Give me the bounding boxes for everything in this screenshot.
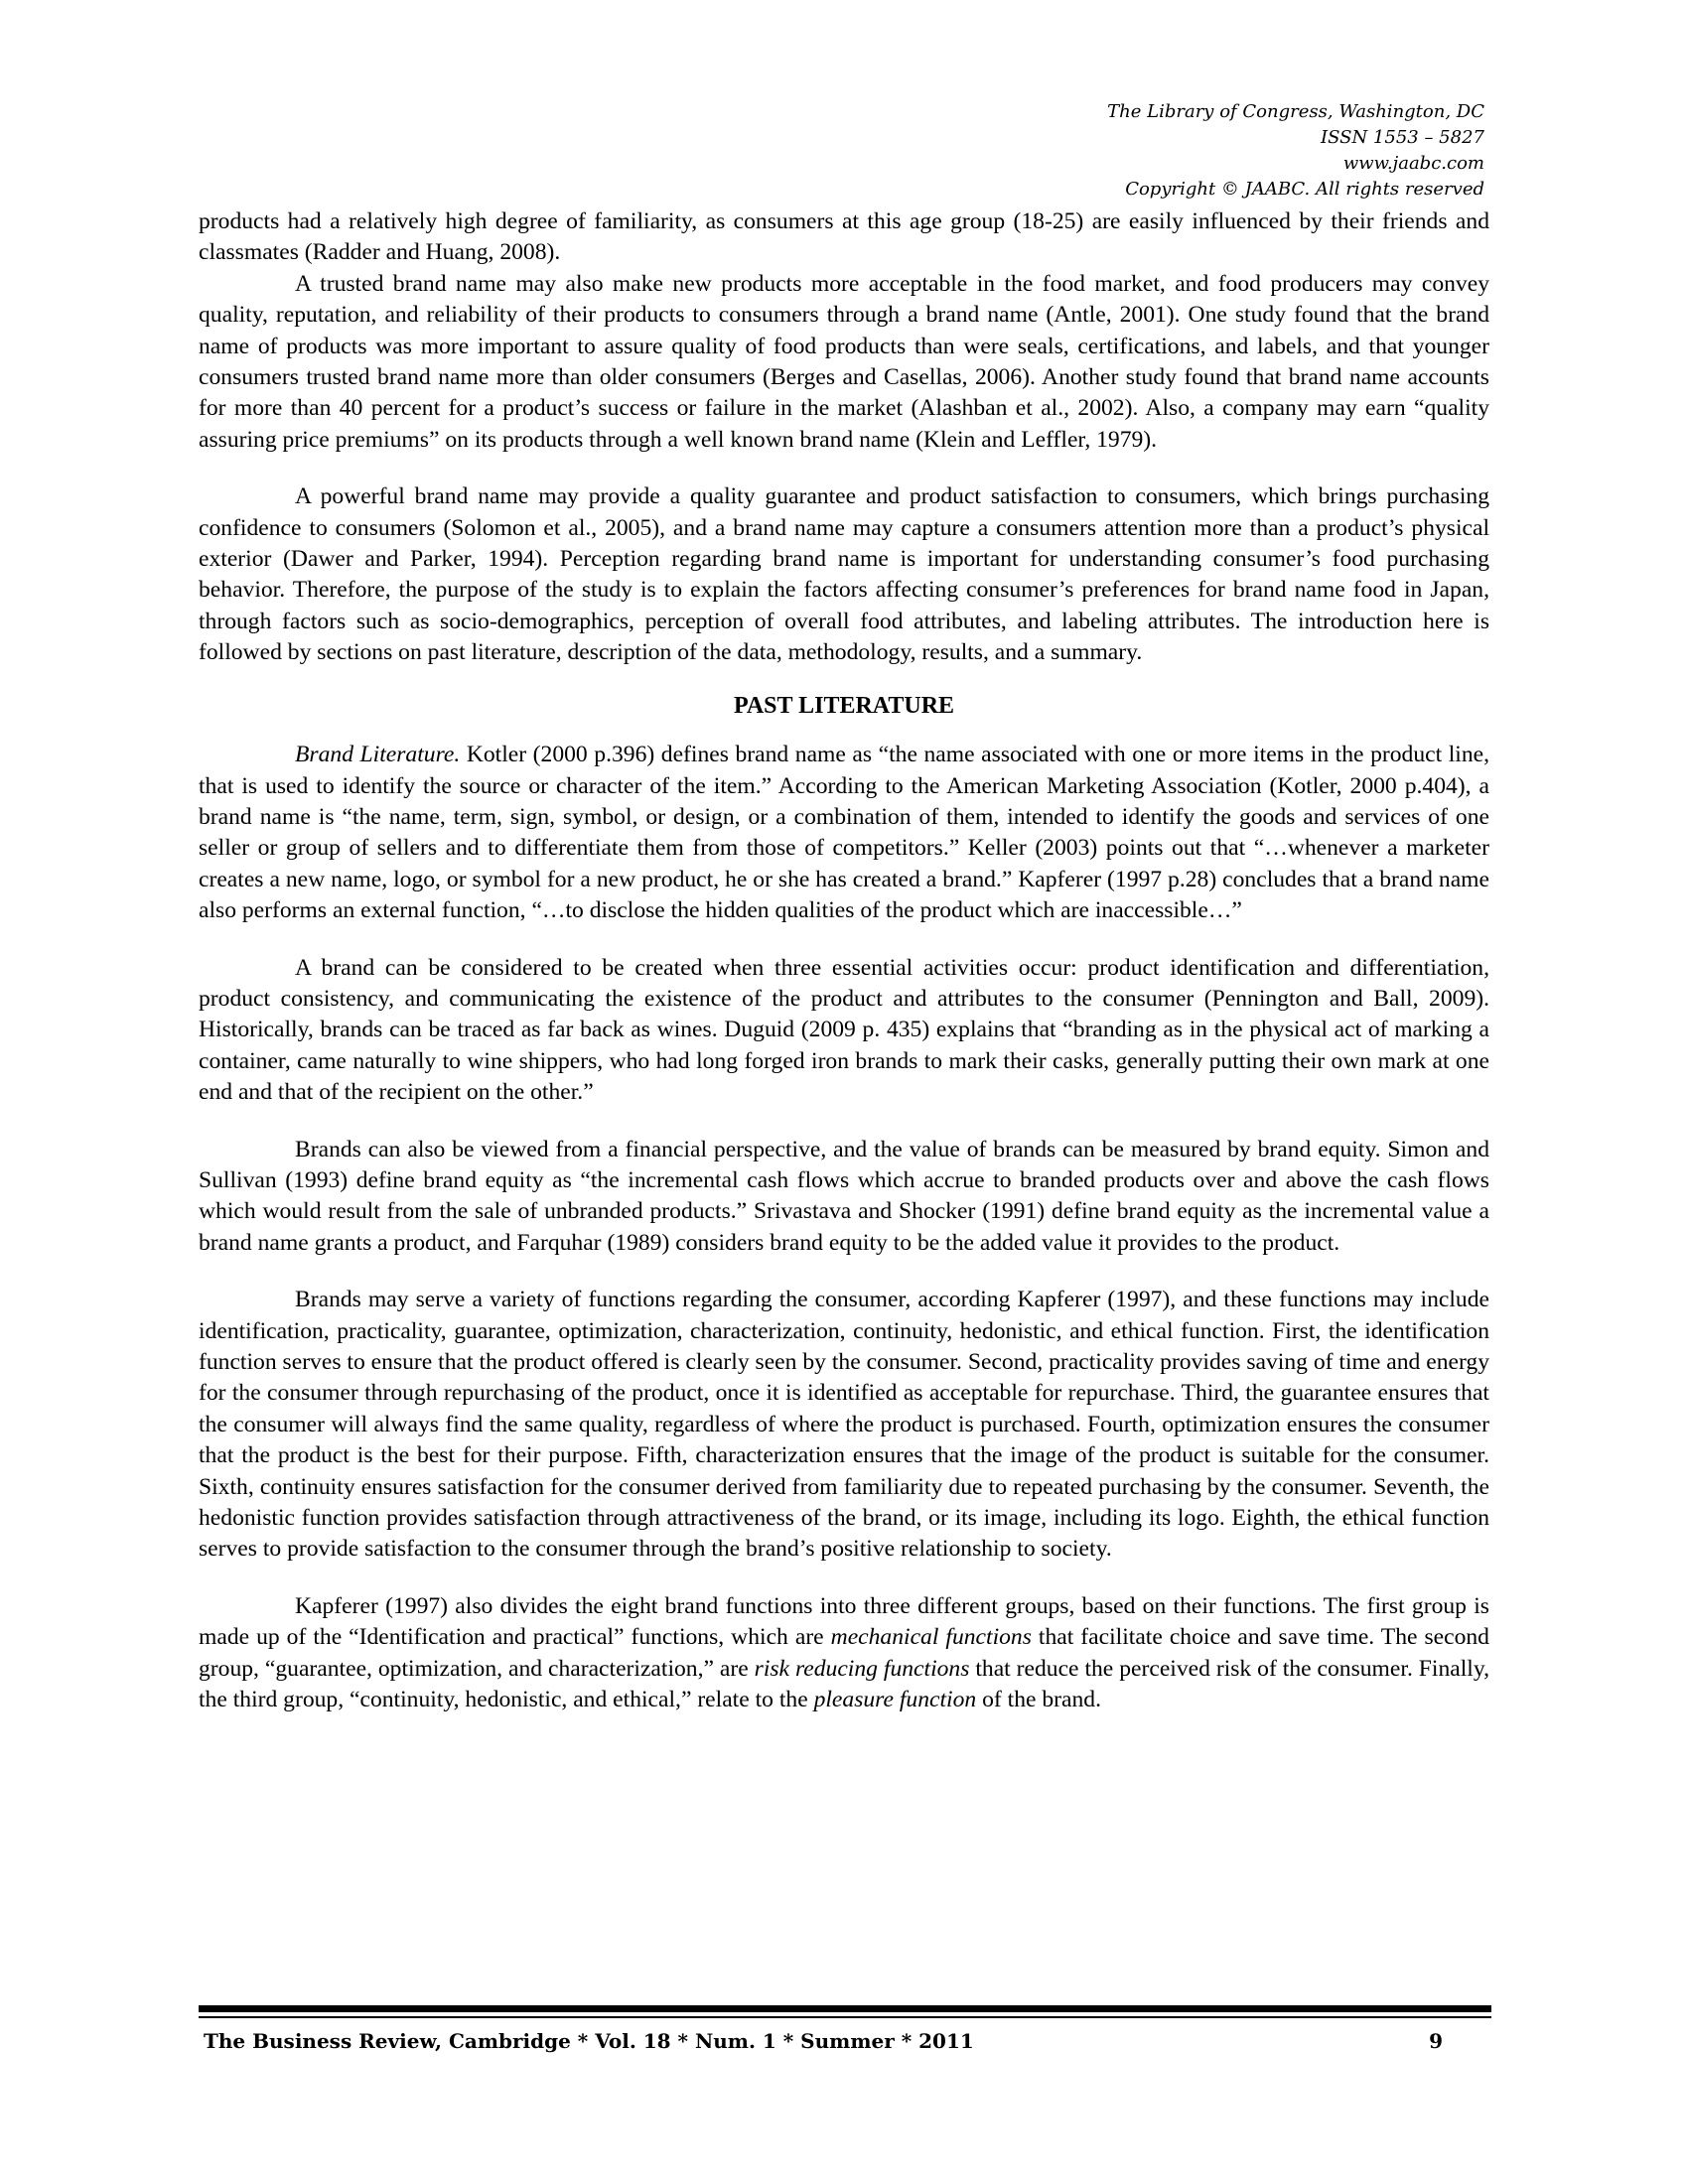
text-run: Kapferer (1997) also divides the eight brand functions into three different groups, based on their functions. The first group is made up of the “Identification and practical” functions, which are	[199, 1592, 1489, 1651]
paragraph-brand-literature	[199, 740, 1489, 926]
section-heading-past-literature: PAST LITERATURE	[733, 692, 955, 719]
paragraph-function-groups	[199, 1591, 1489, 1716]
header-issn-line: ISSN 1553 – 5827	[1321, 127, 1484, 148]
paragraph-powerful-brand: A powerful brand name may provide a quality guarantee and product satisfaction to consumers, which brings purchasing confidence to consumers (Solomon et al., 2005), and a brand name may capture a consumers attention more than a product’s physical exterior (Dawer and Parker, 1994). Perception regarding brand name is important for understanding consumer’s food purchasing behavior. Therefore, the purpose of the study is to explain the factors affecting consumer’s preferences for brand name food in Japan, through factors such as socio-demographics, perception of overall food attributes, and labeling attributes. The introduction here is followed by sections on past literature, description of the data, methodology, results, and a summary.	[199, 483, 1489, 666]
page-number: 9	[1429, 2029, 1443, 2053]
italic-term-mechanical: mechanical functions	[830, 1624, 1032, 1651]
paragraph-brand-literature-text: Kotler (2000 p.396) defines brand name as “the name associated with one or more items in the product line, that is used to identify the source or character of the item.” According to the American Marketing Association (Kotler, 2000 p.404), a brand name is “the name, term, sign, symbol, or design, or a combination of them, intended to identify the goods and services of one seller or group of sellers and to differentiate them from those of competitors.” Keller (2003) points out that “…whenever a marketer creates a new name, logo, or symbol for a new product, he or she has created a brand.” Kapferer (1997 p.28) concludes that a brand name also performs an external function, “…to disclose the hidden qualities of the product which are inaccessible…”	[199, 742, 1489, 924]
footer-rule-thin	[199, 2016, 1491, 2018]
text-run: that reduce the perceived risk of the consumer. Finally, the third group, “continuity, hedonistic, and ethical,” relate to the	[199, 1655, 1489, 1713]
header-library-line: The Library of Congress, Washington, DC	[1107, 101, 1484, 122]
paragraph-continuation: products had a relatively high degree of familiarity, as consumers at this age group (18-25) are easily influenced by their friends and classmates (Radder and Huang, 2008).	[199, 208, 1489, 266]
running-header	[889, 99, 1484, 203]
footer-rule-thick	[199, 2005, 1491, 2012]
running-footer	[204, 2029, 1484, 2053]
text-run: that facilitate choice and save time. The second group, “guarantee, optimization, and characterization,” are	[199, 1624, 1489, 1682]
italic-term-pleasure: pleasure function	[813, 1687, 977, 1713]
paragraph-brand-functions: Brands may serve a variety of functions regarding the consumer, according Kapferer (1997), and these functions may include identification, practicality, guarantee, optimization, characterization, continuity, hedonistic, and ethical function. First, the identification function serves to ensure that the product offered is clearly seen by the consumer. Second, practicality provides saving of time and energy for the consumer through repurchasing of the product, once it is identified as acceptable for repurchase. Third, the guarantee ensures that the consumer will always find the same quality, regardless of where the product is purchased. Fourth, optimization ensures the consumer that the product is the best for their purpose. Fifth, characterization ensures that the image of the product is suitable for the consumer. Sixth, continuity ensures satisfaction for the consumer derived from familiarity due to repeated purchasing by the consumer. Seventh, the hedonistic function provides satisfaction through attractiveness of the brand, or its image, including its logo. Eighth, the ethical function serves to provide satisfaction to the consumer through the brand’s positive relationship to society.	[199, 1287, 1489, 1563]
paragraph-brand-equity: Brands can also be viewed from a financial perspective, and the value of brands can be measured by brand equity. Simon and Sullivan (1993) define brand equity as “the incremental cash flows which accrue to branded products over and above the cash flows which would result from the sale of unbranded products.” Srivastava and Shocker (1991) define brand equity as the incremental value a brand name grants a product, and Farquhar (1989) considers brand equity to be the added value it provides to the product.	[199, 1136, 1489, 1256]
header-copyright-line: Copyright © JAABC. All rights reserved	[1125, 179, 1484, 200]
paragraph-trusted-brand: A trusted brand name may also make new products more acceptable in the food market, and food producers may convey quality, reputation, and reliability of their products to consumers through a brand name (Antle, 2001). One study found that the brand name of products was more important to assure quality of food products than were seals, certifications, and labels, and that younger consumers trusted brand name more than older consumers (Berges and Casellas, 2006). Another study found that brand name accounts for more than 40 percent for a product’s success or failure in the market (Alashban et al., 2002). Also, a company may earn “quality assuring price premiums” on its products through a well known brand name (Klein and Leffler, 1979).	[199, 270, 1489, 453]
run-in-heading-brand-literature: Brand Literature.	[295, 742, 461, 768]
footer-journal-citation: The Business Review, Cambridge * Vol. 18 * Num. 1 * Summer * 2011	[204, 2029, 974, 2053]
paragraph-brand-creation: A brand can be considered to be created when three essential activities occur: product identification and differentiation, product consistency, and communicating the existence of the product and attributes to the consumer (Pennington and Ball, 2009). Historically, brands can be traced as far back as wines. Duguid (2009 p. 435) explains that “branding as in the physical act of marking a container, came naturally to wine shippers, who had long forged iron brands to mark their casks, generally putting their own mark at one end and that of the recipient on the other.”	[199, 954, 1489, 1106]
header-website-line: www.jaabc.com	[1342, 153, 1484, 174]
article-body	[199, 206, 1489, 1715]
italic-term-risk-reducing: risk reducing functions	[754, 1655, 970, 1682]
text-run: of the brand.	[976, 1687, 1101, 1713]
